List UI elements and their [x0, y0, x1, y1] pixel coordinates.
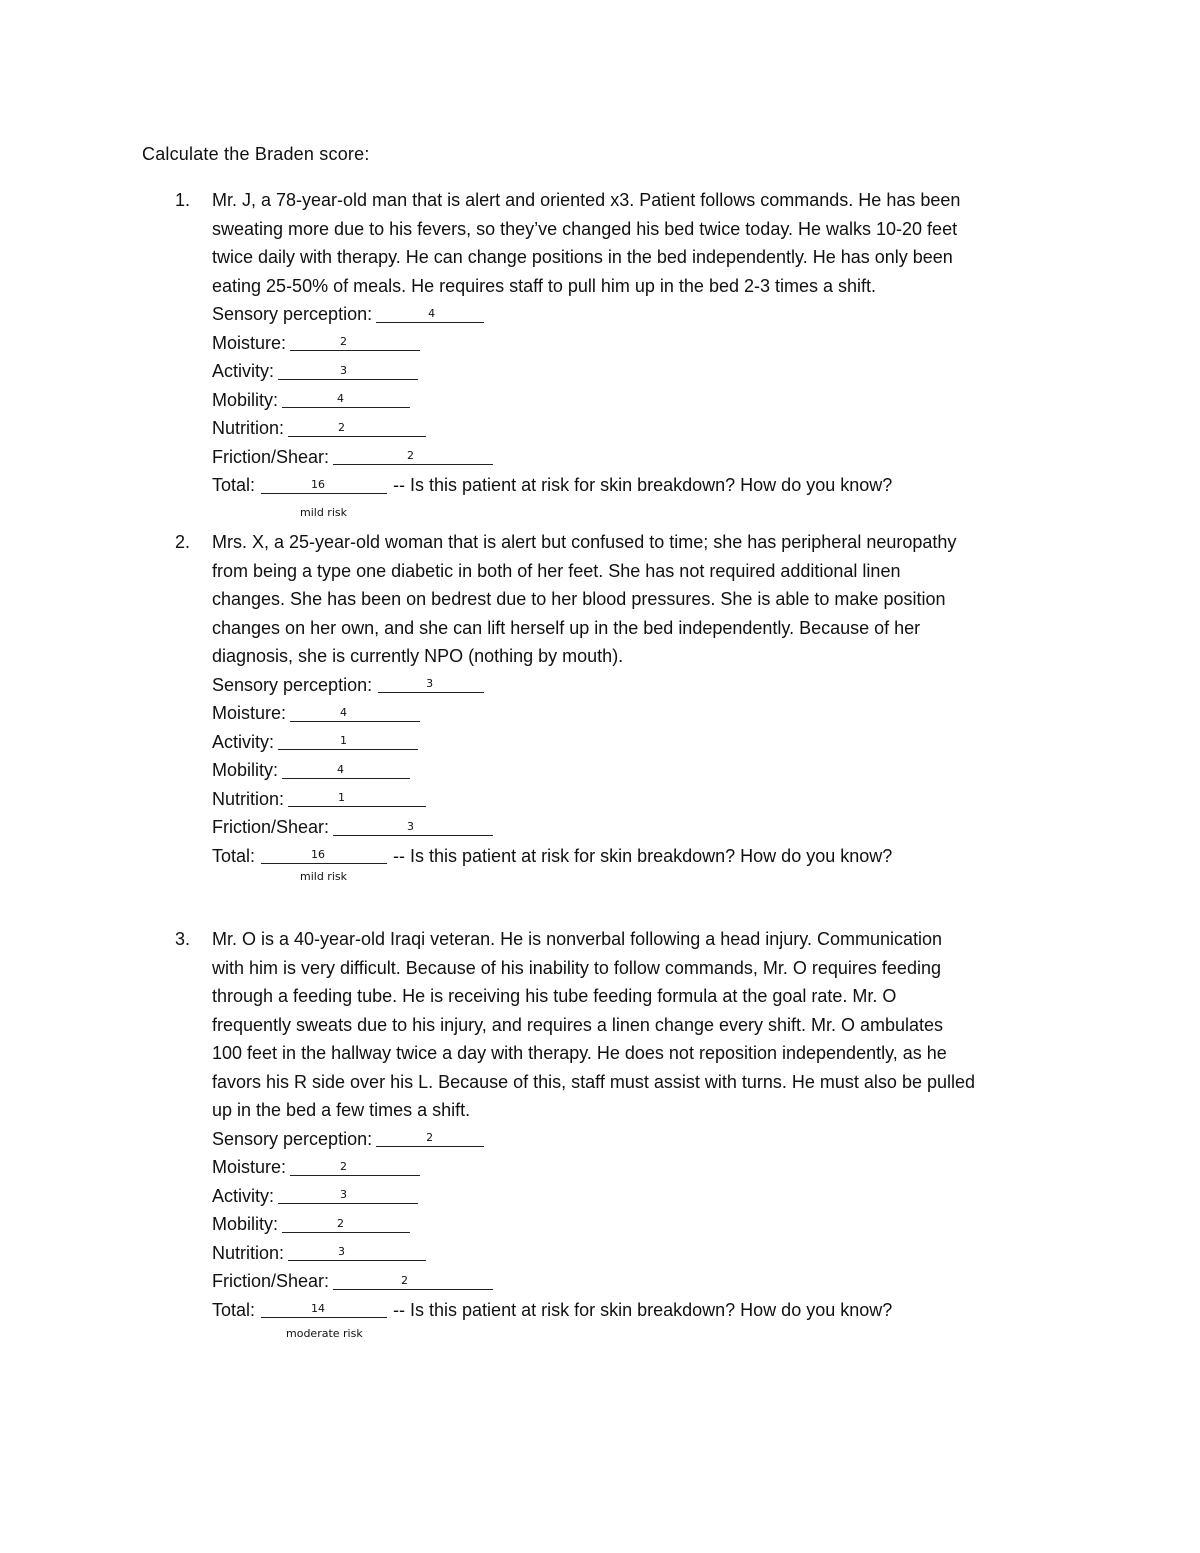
nutrition-row [212, 1239, 1052, 1268]
total-value: 14 [311, 1302, 326, 1315]
mobility-label: Mobility: [212, 389, 279, 410]
total-value: 16 [311, 477, 326, 491]
moisture-row [212, 329, 1052, 358]
activity-label: Activity: [212, 361, 275, 381]
activity-blank[interactable] [278, 357, 418, 386]
risk-question: -- Is this patient at risk for skin breakdown? How do you know? [393, 475, 893, 495]
friction-value: 2 [407, 449, 415, 462]
moisture-blank[interactable] [290, 1153, 420, 1182]
friction-value: 3 [407, 819, 415, 833]
activity-row [212, 728, 1052, 757]
case-description: Mr. J, a 78-year-old man that is alert and oriented x3. Patient follows commands. He has been sweating more due to his fevers, so they’ve changed his bed twice today. He walks 10-20 feet twice daily with therapy. He can change positions in the bed independently. He has only been eating 25-50% of meals. He requires staff to pull him up in the bed 2-3 times a shift. [212, 190, 961, 296]
sensory-label: Sensory perception: [212, 1128, 373, 1149]
mobility-label: Mobility: [212, 760, 279, 780]
friction-label: Friction/Shear: [212, 817, 330, 837]
nutrition-label: Nutrition: [212, 788, 285, 809]
mobility-value: 4 [337, 762, 345, 776]
moisture-label: Moisture: [212, 703, 287, 723]
mobility-blank[interactable] [282, 386, 410, 415]
mobility-value: 4 [337, 392, 345, 405]
activity-label: Activity: [212, 1185, 275, 1206]
mobility-blank[interactable] [282, 756, 410, 785]
sensory-label: Sensory perception: [212, 304, 373, 324]
case-description: Mr. O is a 40-year-old Iraqi veteran. He is nonverbal following a head injury. Communication with him is very difficult. Because of his inability to follow commands, Mr. O requires feeding through a feeding tube. He is receiving his tube feeding formula at the goal rate. Mr. O frequently sweats due to his injury, and requires a linen change every shift. Mr. O ambulates 100 feet in the hallway twice a day with therapy. He does not reposition independently, as he favors his R side over his L. Because of this, staff must assist with turns. He must also be pulled up in the bed a few times a shift. [212, 929, 976, 1120]
risk-note-row [212, 500, 1052, 526]
moisture-value: 4 [340, 705, 348, 719]
moisture-value: 2 [340, 1159, 348, 1173]
nutrition-label: Nutrition: [212, 418, 285, 438]
sensory-blank[interactable] [376, 1125, 484, 1154]
sensory-value: 4 [428, 306, 436, 320]
friction-row [212, 1267, 1052, 1296]
friction-row [212, 443, 1052, 472]
risk-note: moderate risk [286, 1327, 363, 1340]
page-title: Calculate the Braden score: [142, 144, 370, 164]
risk-note-row [212, 1324, 1052, 1342]
mobility-value: 2 [337, 1216, 345, 1230]
moisture-blank[interactable] [290, 699, 420, 728]
mobility-row [212, 1210, 1052, 1239]
total-blank[interactable] [261, 1296, 387, 1325]
mobility-row [212, 386, 1052, 415]
activity-label: Activity: [212, 731, 275, 752]
risk-question: -- Is this patient at risk for skin breakdown? How do you know? [393, 845, 893, 866]
sensory-row [212, 1125, 1052, 1154]
nutrition-blank[interactable] [288, 414, 426, 443]
friction-blank[interactable] [333, 813, 493, 842]
sensory-value: 3 [426, 677, 434, 690]
total-row [212, 1296, 1052, 1325]
moisture-row [212, 699, 1052, 728]
risk-question: -- Is this patient at risk for skin breakdown? How do you know? [393, 1299, 893, 1320]
total-blank[interactable] [261, 471, 387, 500]
total-label: Total: [212, 475, 256, 495]
friction-value: 2 [401, 1273, 409, 1287]
activity-value: 3 [340, 1188, 348, 1201]
activity-row [212, 357, 1052, 386]
friction-row [212, 813, 1052, 842]
moisture-label: Moisture: [212, 1157, 287, 1177]
moisture-row [212, 1153, 1052, 1182]
mobility-row [212, 756, 1052, 785]
activity-value: 3 [340, 363, 348, 377]
total-label: Total: [212, 845, 256, 866]
nutrition-row [212, 414, 1052, 443]
moisture-blank[interactable] [290, 329, 420, 358]
friction-label: Friction/Shear: [212, 446, 330, 467]
sensory-label: Sensory perception: [212, 674, 373, 695]
sensory-blank[interactable] [376, 300, 484, 329]
mobility-label: Mobility: [212, 1214, 279, 1234]
nutrition-value: 3 [338, 1245, 346, 1258]
activity-row [212, 1182, 1052, 1211]
sensory-row [212, 300, 1052, 329]
total-blank[interactable] [261, 842, 387, 871]
nutrition-value: 1 [338, 791, 346, 804]
nutrition-blank[interactable] [288, 785, 426, 814]
moisture-value: 2 [340, 335, 348, 348]
risk-note: mild risk [300, 870, 347, 883]
activity-blank[interactable] [278, 1182, 418, 1211]
total-value: 16 [311, 848, 326, 861]
mobility-blank[interactable] [282, 1210, 410, 1239]
moisture-label: Moisture: [212, 332, 287, 353]
sensory-blank[interactable] [378, 671, 484, 700]
total-row [212, 842, 1052, 871]
activity-value: 1 [340, 734, 348, 747]
nutrition-label: Nutrition: [212, 1242, 285, 1263]
risk-note: mild risk [300, 505, 347, 519]
case-description: Mrs. X, a 25-year-old woman that is alert but confused to time; she has peripheral neuropathy from being a type one diabetic in both of her feet. She has not required additional linen changes. She has been on bedrest due to her blood pressures. She is able to make position changes on her own, and she can lift herself up in the bed independently. Because of her diagnosis, she is currently NPO (nothing by mouth). [212, 532, 957, 666]
friction-label: Friction/Shear: [212, 1271, 330, 1291]
friction-blank[interactable] [333, 1267, 493, 1296]
case-number: 2. [175, 532, 191, 552]
case-number: 3. [175, 929, 191, 949]
friction-blank[interactable] [333, 443, 493, 472]
nutrition-blank[interactable] [288, 1239, 426, 1268]
total-label: Total: [212, 1299, 256, 1320]
sensory-row [212, 671, 1052, 700]
risk-note-row [212, 870, 1052, 888]
activity-blank[interactable] [278, 728, 418, 757]
nutrition-value: 2 [338, 420, 346, 434]
nutrition-row [212, 785, 1052, 814]
case-number: 1. [175, 190, 191, 210]
total-row [212, 471, 1052, 500]
sensory-value: 2 [426, 1131, 434, 1144]
